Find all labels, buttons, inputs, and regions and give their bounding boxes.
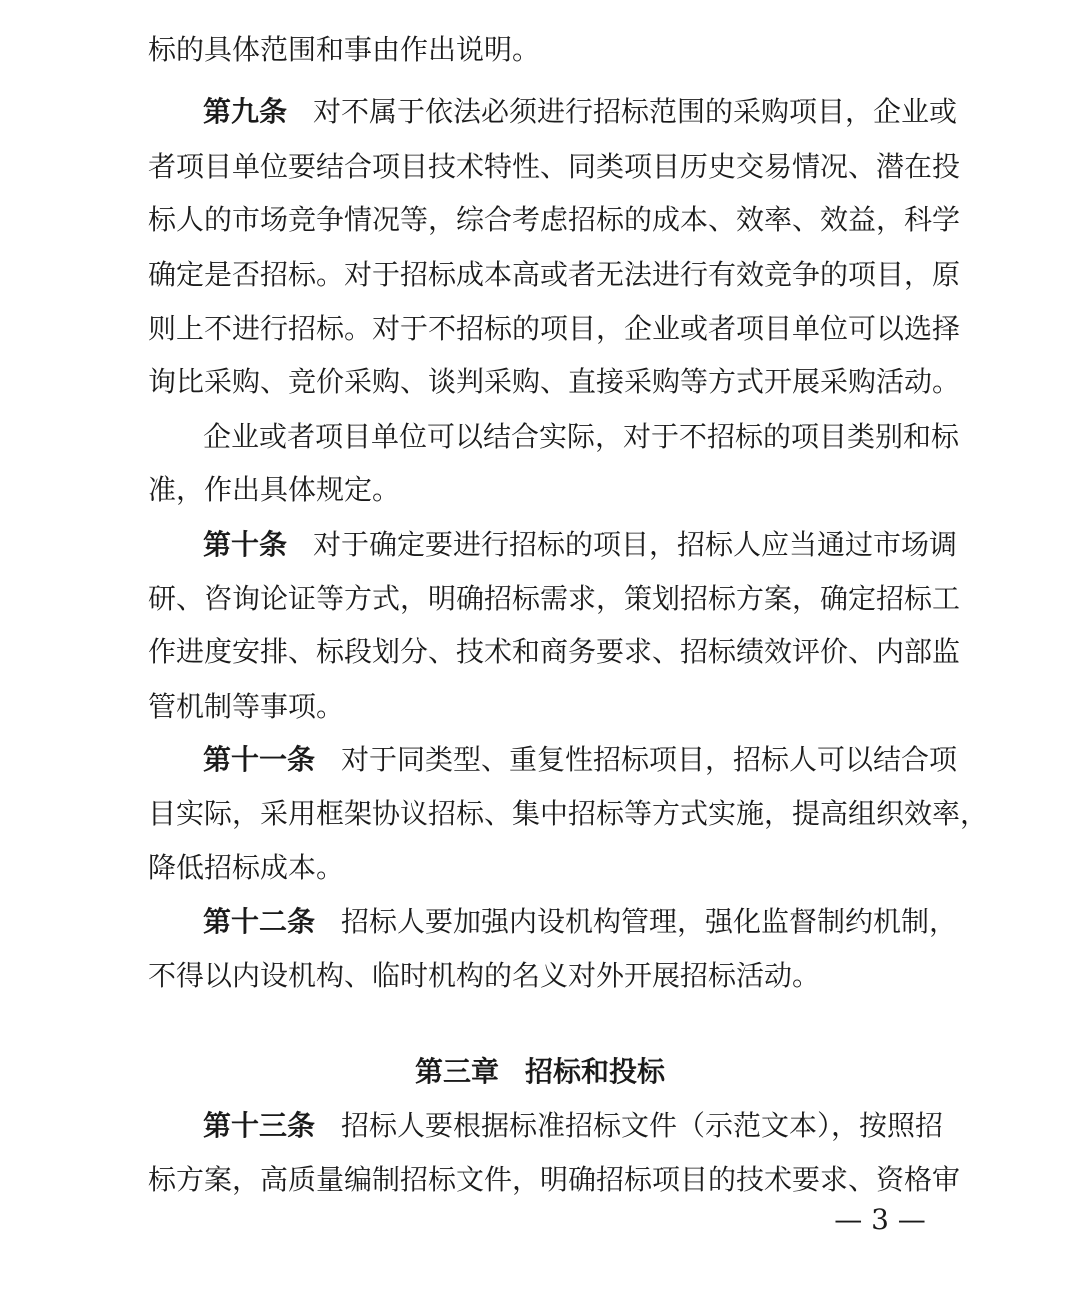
article-9-label: 第九条 xyxy=(203,95,288,128)
text-line: 标的具体范围和事由作出说明。 xyxy=(148,33,541,66)
text-line: 不得以内设机构、临时机构的名义对外开展招标活动。 xyxy=(148,959,821,992)
text-line: 管机制等事项。 xyxy=(148,690,345,723)
paragraph-first-line: 企业或者项目单位可以结合实际，对于不招标的项目类别和标 xyxy=(203,420,960,453)
chapter-title: 招标和投标 xyxy=(525,1055,666,1088)
article-12-text: 招标人要加强内设机构管理，强化监督制约机制， xyxy=(341,905,958,938)
article-10-first-line xyxy=(203,525,958,565)
text-line: 降低招标成本。 xyxy=(148,851,345,884)
chapter-heading xyxy=(0,1052,1080,1092)
text-line: 确定是否招标。对于招标成本高或者无法进行有效竞争的项目，原 xyxy=(148,258,961,291)
article-10-label: 第十条 xyxy=(203,528,288,561)
text-line: 询比采购、竞价采购、谈判采购、直接采购等方式开展采购活动。 xyxy=(148,365,961,398)
chapter-number: 第三章 xyxy=(414,1055,499,1088)
text-line: 目实际，采用框架协议招标、集中招标等方式实施，提高组织效率， xyxy=(148,797,989,830)
text-line: 标方案，高质量编制招标文件，明确招标项目的技术要求、资格审 xyxy=(148,1163,961,1196)
article-11-first-line xyxy=(203,740,958,780)
page-number: — 3 — xyxy=(834,1203,926,1236)
article-9-first-line xyxy=(203,92,958,132)
article-12-first-line xyxy=(203,902,958,942)
text-line: 则上不进行招标。对于不招标的项目，企业或者项目单位可以选择 xyxy=(148,312,961,345)
article-13-text: 招标人要根据标准招标文件（示范文本），按照招 xyxy=(341,1109,944,1142)
text-line: 研、咨询论证等方式，明确招标需求，策划招标方案，确定招标工 xyxy=(148,582,961,615)
text-line: 者项目单位要结合项目技术特性、同类项目历史交易情况、潜在投 xyxy=(148,150,961,183)
text-line: 标人的市场竞争情况等，综合考虑招标的成本、效率、效益，科学 xyxy=(148,203,961,236)
article-13-label: 第十三条 xyxy=(203,1109,316,1142)
text-line: 作进度安排、标段划分、技术和商务要求、招标绩效评价、内部监 xyxy=(148,635,961,668)
article-9-text: 对不属于依法必须进行招标范围的采购项目，企业或 xyxy=(313,95,958,128)
article-11-text: 对于同类型、重复性招标项目，招标人可以结合项 xyxy=(341,743,958,776)
text-line: 准，作出具体规定。 xyxy=(148,473,401,506)
article-11-label: 第十一条 xyxy=(203,743,316,776)
article-13-first-line xyxy=(203,1106,944,1146)
article-10-text: 对于确定要进行招标的项目，招标人应当通过市场调 xyxy=(313,528,958,561)
article-12-label: 第十二条 xyxy=(203,905,316,938)
